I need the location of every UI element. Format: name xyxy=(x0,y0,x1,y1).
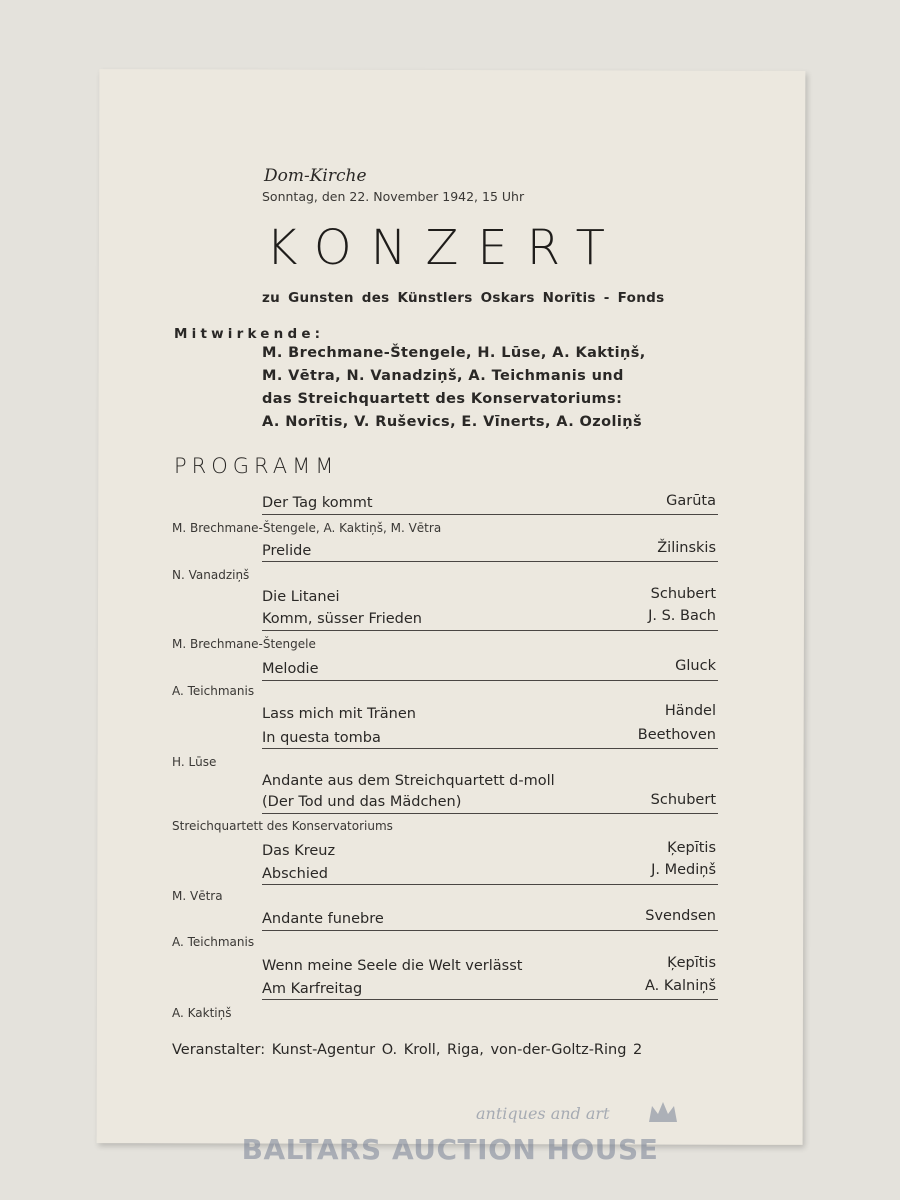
program-work: Am Karfreitag xyxy=(262,981,363,997)
venue-name: Dom-Kirche xyxy=(264,166,367,186)
program-composer: A. Kalniņš xyxy=(644,978,716,994)
program-work: Der Tag kommt xyxy=(262,495,373,511)
program-composer: Ķepītis xyxy=(667,840,716,856)
participants-line: A. Norītis, V. Ruševics, E. Vīnerts, A. Ozoliņš xyxy=(262,414,642,430)
program-rule xyxy=(262,999,718,1000)
program-rule xyxy=(262,748,718,749)
participants-line: M. Brechmane-Štengele, H. Lūse, A. Kaktiņš, xyxy=(262,345,646,361)
program-performer: Streichquartett des Konservatoriums xyxy=(172,819,393,833)
program-work: Abschied xyxy=(262,866,328,882)
program-work: Lass mich mit Tränen xyxy=(262,706,416,722)
program-performer: M. Brechmane-Štengele, A. Kaktiņš, M. Vētra xyxy=(172,521,442,535)
watermark-logo: BALTARS AUCTION HOUSE xyxy=(241,1133,659,1166)
page-title: KONZERT xyxy=(266,220,624,276)
program-composer: J. Mediņš xyxy=(651,862,716,878)
subtitle: zu Gunsten des Künstlers Oskars Norītis - Fonds xyxy=(262,290,665,306)
program-performer: A. Teichmanis xyxy=(172,935,255,949)
program-composer: Gluck xyxy=(675,658,716,674)
program-performer: A. Teichmanis xyxy=(172,684,255,698)
program-work: Die Litanei xyxy=(262,589,340,605)
program-work: (Der Tod und das Mädchen) xyxy=(262,794,462,810)
program-composer: Händel xyxy=(664,703,716,719)
organizer-line: Veranstalter: Kunst-Agentur O. Kroll, Riga, von-der-Goltz-Ring 2 xyxy=(172,1042,643,1058)
program-rule xyxy=(262,514,718,515)
program-performer: N. Vanadziņš xyxy=(172,568,250,582)
program-rule xyxy=(262,680,718,681)
program-rule xyxy=(262,930,718,931)
participants-line: M. Vētra, N. Vanadziņš, A. Teichmanis und xyxy=(262,368,624,384)
program-work: In questa tomba xyxy=(262,730,381,746)
program-heading: PROGRAMM xyxy=(174,454,339,478)
program-composer: Svendsen xyxy=(645,908,716,924)
program-work: Andante aus dem Streichquartett d-moll xyxy=(262,773,555,789)
program-performer: M. Brechmane-Štengele xyxy=(172,637,316,651)
program-performer: H. Lūse xyxy=(172,755,217,769)
program-work: Komm, süsser Frieden xyxy=(262,611,422,627)
concert-date: Sonntag, den 22. November 1942, 15 Uhr xyxy=(262,189,525,204)
participants-line: das Streichquartett des Konservatoriums: xyxy=(262,391,623,407)
program-composer: Schubert xyxy=(650,792,716,808)
program-composer: Schubert xyxy=(650,586,716,602)
program-performer: A. Kaktiņš xyxy=(172,1006,232,1020)
program-performer: M. Vētra xyxy=(172,889,223,903)
program-composer: Garūta xyxy=(666,493,716,509)
program-composer: Ķepītis xyxy=(667,955,716,971)
program-work: Das Kreuz xyxy=(262,843,336,859)
program-work: Wenn meine Seele die Welt verlässt xyxy=(262,958,523,974)
program-work: Prelide xyxy=(262,543,312,559)
program-rule xyxy=(262,884,718,885)
watermark-tagline: antiques and art xyxy=(476,1104,610,1123)
program-work: Andante funebre xyxy=(262,911,384,927)
program-composer: J. S. Bach xyxy=(648,608,716,624)
crown-icon xyxy=(646,1100,680,1126)
program-rule xyxy=(262,561,718,562)
program-rule xyxy=(262,813,718,814)
program-composer: Žilinskis xyxy=(657,540,716,556)
program-rule xyxy=(262,630,718,631)
program-composer: Beethoven xyxy=(637,727,716,743)
participants-label: Mitwirkende: xyxy=(174,326,325,342)
program-work: Melodie xyxy=(262,661,319,677)
